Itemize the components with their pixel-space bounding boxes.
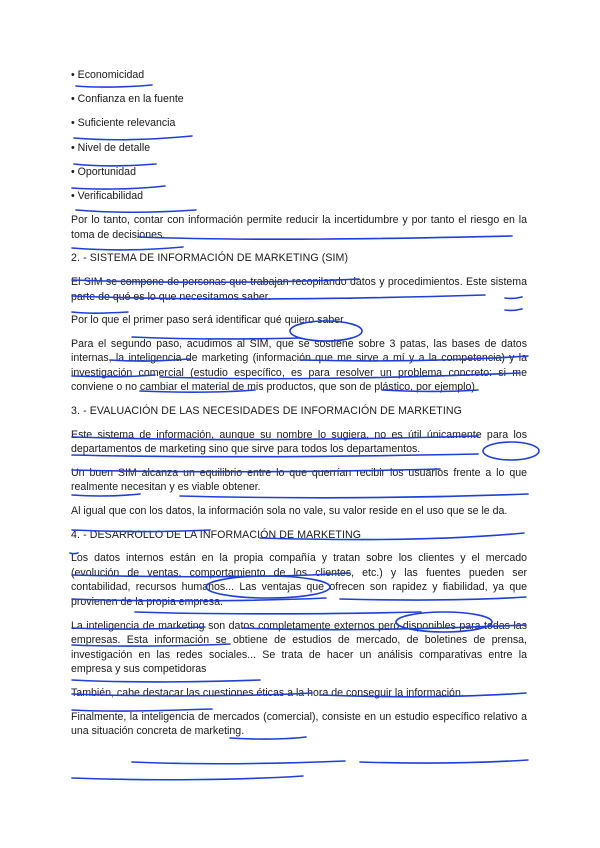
bullet-item: • Nivel de detalle [71, 141, 151, 154]
paragraph-development-4: Finalmente, la inteligencia de mercados (comercial), consiste en un estudio específico relativo a una situación concreta de marketing. [71, 710, 527, 738]
paragraph-sim-first-step: Por lo que el primer paso será identificar qué quiero saber. [71, 314, 347, 327]
section-heading-4: 4. - DESARROLLO DE LA INFORMACIÓN DE MARKETING [71, 528, 362, 541]
paragraph-sim-definition: El SIM se compone de personas que trabajan recopilando datos y procedimientos. Este sistema parte de qué es lo que necesitamos saber. [71, 275, 527, 303]
paragraph-evaluation-3: Al igual que con los datos, la información sola no vale, su valor reside en el uso que se le da. [71, 505, 508, 518]
ink-underline [72, 776, 303, 780]
bullet-item: • Confianza en la fuente [71, 93, 184, 106]
section-heading-3: 3. - EVALUACIÓN DE LAS NECESIDADES DE INFORMACIÓN DE MARKETING [71, 405, 462, 418]
paragraph-development-2: La inteligencia de marketing son datos completamente externos pero disponibles para todas las empresas. Esta información se obtiene de estudios de mercado, de boletines de prensa, investigación en las redes sociales... Se trata de hacer un análisis comparativas entre la empresa y sus competidoras [71, 619, 527, 676]
bullet-item: • Verificabilidad [71, 189, 144, 202]
bullet-item: • Oportunidad [71, 165, 136, 178]
bullet-item: • Economicidad [71, 69, 145, 81]
ink-underline [360, 760, 528, 763]
paragraph-evaluation-2: Un buen SIM alcanza un equilibrio entre lo que querrían recibir los usuarios frente a lo que realmente necesitan y es viable obtener. [71, 466, 527, 494]
document-body [71, 68, 527, 748]
paragraph-development-3: También, cabe destacar las cuestiones éticas a la hora de conseguir la información. [71, 686, 464, 699]
paragraph-evaluation-1: Este sistema de información, aunque su nombre lo sugiera, no es útil únicamente para los departamentos de marketing sino que sirve para todos los departamentos. [71, 428, 527, 456]
ink-underline [132, 761, 345, 764]
paragraph-conclusion: Por lo tanto, contar con información permite reducir la incertidumbre y por tanto el riesgo en la toma de decisiones. [71, 214, 527, 241]
section-heading-2: 2. - SISTEMA DE INFORMACIÓN DE MARKETING (SIM) [71, 252, 349, 265]
bullet-item: • Suficiente relevancia [71, 117, 176, 130]
paragraph-development-1: Los datos internos están en la propia compañía y tratan sobre los clientes y el mercado (evolución de ventas, comportamiento de los clientes, etc.) y las fuentes pueden ser contabilidad, recursos humanos... Las ventajas que ofrecen son rapidez y fiabilidad, ya que provienen de la propia empresa. [71, 552, 527, 608]
paragraph-sim-second-step: Para el segundo paso, acudimos al SIM, que se sostiene sobre 3 patas, las bases de datos internas, la inteligencia de marketing (información que me sirve a mí y a la competencia) y la investigación comercial (estudio específico, es para resolver un problema concreto: si me conviene o no cambiar el material de mis productos, que son de plástico, por ejemplo) [71, 337, 527, 394]
